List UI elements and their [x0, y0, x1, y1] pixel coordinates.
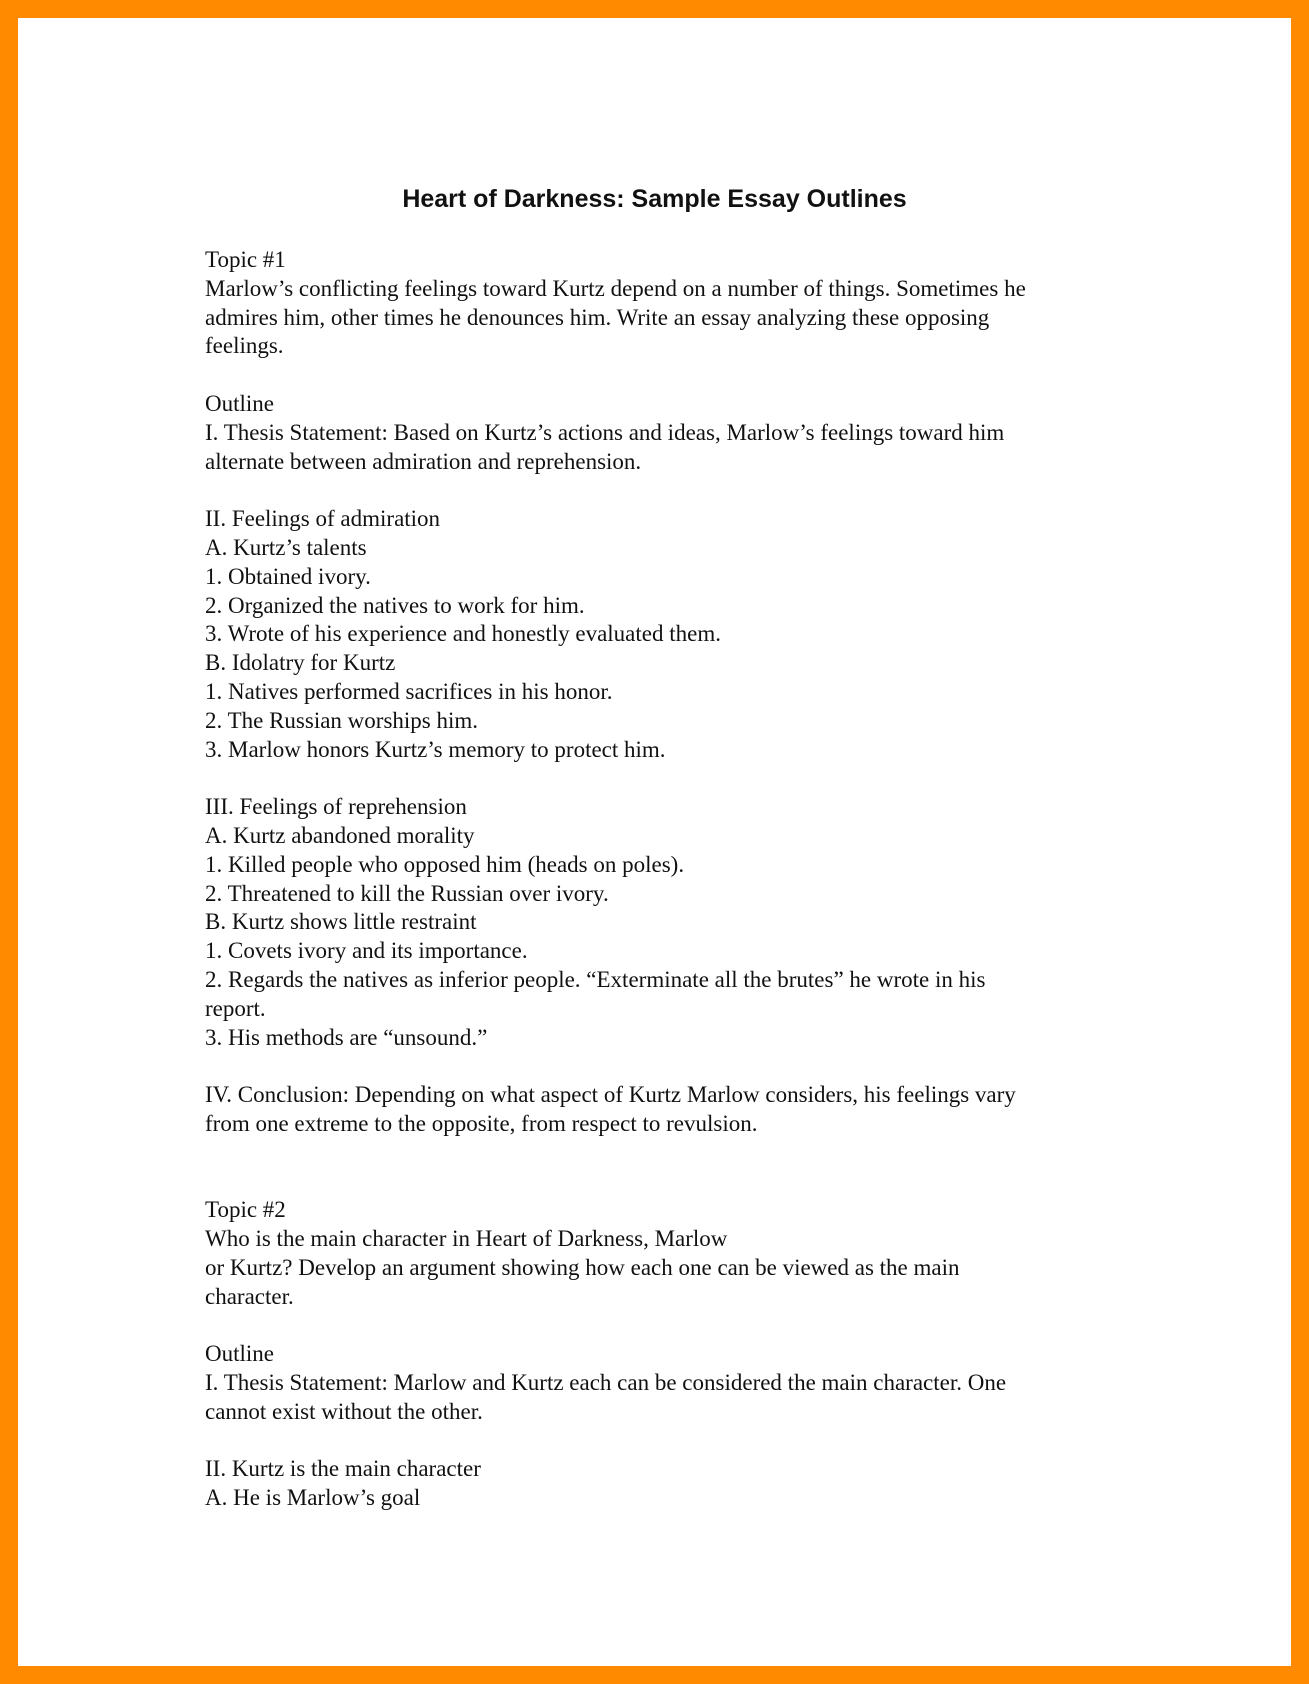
blank-line — [205, 1311, 1145, 1340]
blank-line — [205, 1168, 1145, 1197]
text-line: 3. Marlow honors Kurtz’s memory to protect him. — [205, 736, 666, 762]
text-line: A. He is Marlow’s goal — [205, 1485, 421, 1511]
text-line: 1. Covets ivory and its importance. — [205, 938, 528, 964]
document-page — [18, 18, 1291, 1666]
text-line: Marlow’s conflicting feelings toward Kurtz depend on a number of things. Sometimes he — [205, 275, 1026, 301]
text-line: 3. Wrote of his experience and honestly evaluated them. — [205, 621, 721, 647]
text-line: Outline — [205, 1341, 274, 1367]
text-line: 2. The Russian worships him. — [205, 707, 479, 733]
blank-line — [205, 1139, 1145, 1168]
text-line: III. Feelings of reprehension — [205, 794, 467, 820]
blank-line — [205, 1052, 1145, 1081]
text-line: 2. Threatened to kill the Russian over ivory. — [205, 880, 609, 906]
text-line: report. — [205, 995, 266, 1021]
text-line: admires him, other times he denounces him. Write an essay analyzing these opposing — [205, 304, 990, 330]
document-title: Heart of Darkness: Sample Essay Outlines — [402, 185, 907, 213]
text-line: Topic #1 — [205, 247, 286, 272]
text-line: feelings. — [205, 333, 284, 359]
text-line: alternate between admiration and reprehension. — [205, 448, 642, 474]
text-line: Topic #2 — [205, 1197, 286, 1223]
text-line: character. — [205, 1283, 294, 1309]
text-line: B. Kurtz shows little restraint — [205, 909, 477, 935]
text-line: A. Kurtz abandoned morality — [205, 822, 475, 848]
text-line: or Kurtz? Develop an argument showing how each one can be viewed as the main — [205, 1254, 960, 1280]
text-line: 1. Natives performed sacrifices in his honor. — [205, 678, 613, 704]
text-line: cannot exist without the other. — [205, 1398, 483, 1424]
text-line: I. Thesis Statement: Based on Kurtz’s actions and ideas, Marlow’s feelings toward him — [205, 419, 1005, 445]
blank-line — [205, 1427, 1145, 1456]
text-line: 1. Obtained ivory. — [205, 563, 371, 589]
text-line: Who is the main character in Heart of Darkness, Marlow — [205, 1226, 728, 1252]
text-line: B. Idolatry for Kurtz — [205, 650, 396, 676]
text-line: I. Thesis Statement: Marlow and Kurtz each can be considered the main character. One — [205, 1370, 1007, 1396]
blank-line — [205, 764, 1145, 793]
text-line: from one extreme to the opposite, from respect to revulsion. — [205, 1110, 758, 1136]
text-line: 3. His methods are “unsound.” — [205, 1024, 488, 1050]
text-line: 2. Organized the natives to work for him. — [205, 592, 585, 618]
text-line: II. Feelings of admiration — [205, 506, 441, 532]
text-line: A. Kurtz’s talents — [205, 534, 367, 560]
text-line: II. Kurtz is the main character — [205, 1456, 481, 1482]
text-line: IV. Conclusion: Depending on what aspect of Kurtz Marlow considers, his feelings vary — [205, 1082, 1016, 1108]
text-line: 2. Regards the natives as inferior people. “Exterminate all the brutes” he wrote in his — [205, 966, 986, 992]
document-body — [205, 246, 1145, 1513]
text-line: 1. Killed people who opposed him (heads on poles). — [205, 851, 685, 877]
blank-line — [205, 361, 1145, 390]
text-line: Outline — [205, 390, 274, 416]
blank-line — [205, 476, 1145, 505]
